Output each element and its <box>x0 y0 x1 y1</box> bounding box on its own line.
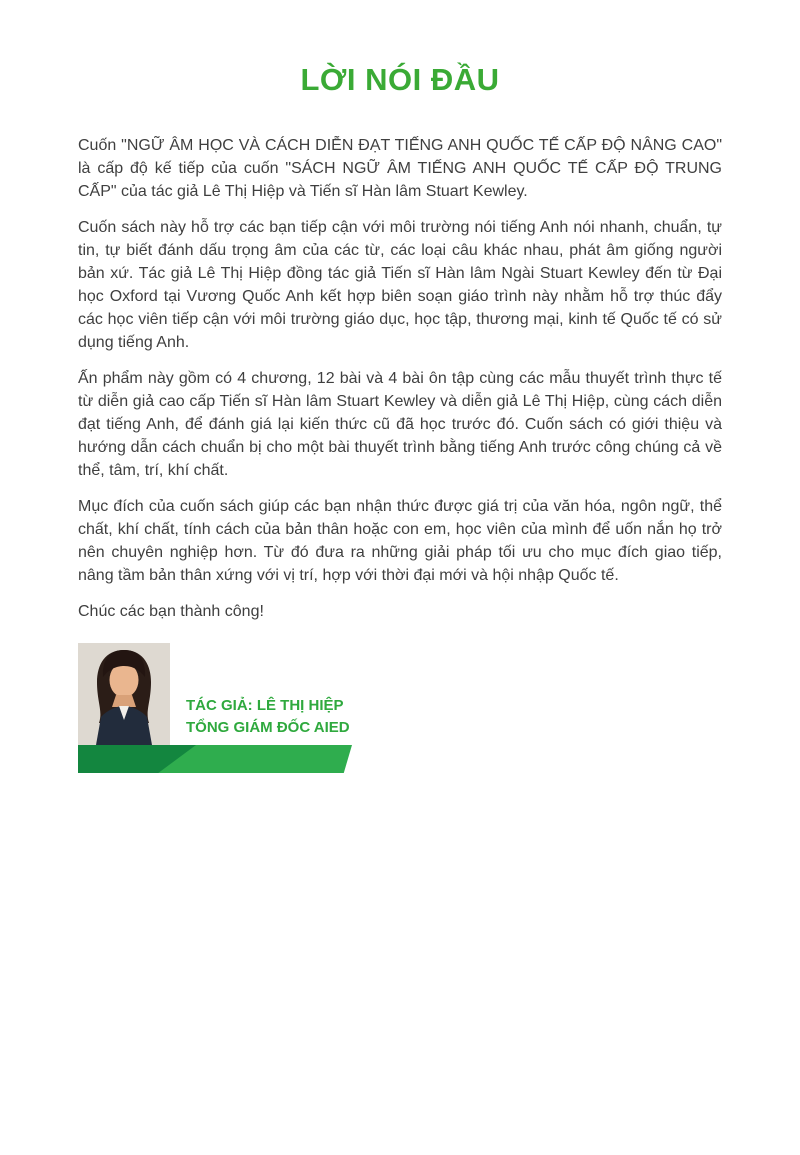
author-caption <box>186 695 350 739</box>
paragraph-4: Mục đích của cuốn sách giúp các bạn nhận thức được giá trị của văn hóa, ngôn ngữ, thể chất, khí chất, tính cách của bản thân hoặc con em, học viên của mình để uốn nắn họ trở nên chuyên nghiệp hơn. Từ đó đưa ra những giải pháp tối ưu cho mục đích giao tiếp, nâng tầm bản thân xứng với vị trí, hợp với thời đại mới và hội nhập Quốc tế. <box>78 498 722 584</box>
body-text <box>78 134 722 623</box>
author-job-title: TỔNG GIÁM ĐỐC AIED <box>186 719 350 736</box>
closing-line: Chúc các bạn thành công! <box>78 603 264 620</box>
paragraph-2: Cuốn sách này hỗ trợ các bạn tiếp cận với môi trường nói tiếng Anh nói nhanh, chuẩn, tự tin, tự biết đánh dấu trọng âm của các từ, các loại câu khác nhau, phát âm giống người bản xứ. Tác giả Lê Thị Hiệp đồng tác giả Tiến sĩ Hàn lâm Ngài Stuart Kewley đến từ Đại học Oxford tại Vương Quốc Anh kết hợp biên soạn giáo trình này nhằm hỗ trợ thúc đẩy các học viên tiếp cận với môi trường giáo dục, học tập, thương mại, kinh tế Quốc tế có sử dụng tiếng Anh. <box>78 219 722 351</box>
author-block <box>78 643 378 778</box>
paragraph-3: Ấn phẩm này gồm có 4 chương, 12 bài và 4 bài ôn tập cùng các mẫu thuyết trình thực tế từ diễn giả cao cấp Tiến sĩ Hàn lâm Stuart Kewley và diễn giả Lê Thị Hiệp, cùng cách diễn đạt tiếng Anh, để đánh giá lại kiến thức cũ đã học trước đó. Cuốn sách có giới thiệu và hướng dẫn cách chuẩn bị cho một bài thuyết trình bằng tiếng Anh trước công chúng cả về thể, tâm, trí, khí chất. <box>78 370 722 479</box>
author-ribbon <box>78 745 352 773</box>
page-title: LỜI NÓI ĐẦU <box>300 62 500 97</box>
author-portrait-illustration <box>78 643 170 745</box>
author-name: TÁC GIẢ: LÊ THỊ HIỆP <box>186 697 344 714</box>
author-photo <box>78 643 170 745</box>
paragraph-1: Cuốn "NGỮ ÂM HỌC VÀ CÁCH DIỄN ĐẠT TIẾNG ANH QUỐC TẾ CẤP ĐỘ NÂNG CAO" là cấp độ kế tiếp của cuốn "SÁCH NGỮ ÂM TIẾNG ANH QUỐC TẾ CẤP ĐỘ TRUNG CẤP" của tác giả Lê Thị Hiệp và Tiến sĩ Hàn lâm Stuart Kewley. <box>78 137 722 200</box>
